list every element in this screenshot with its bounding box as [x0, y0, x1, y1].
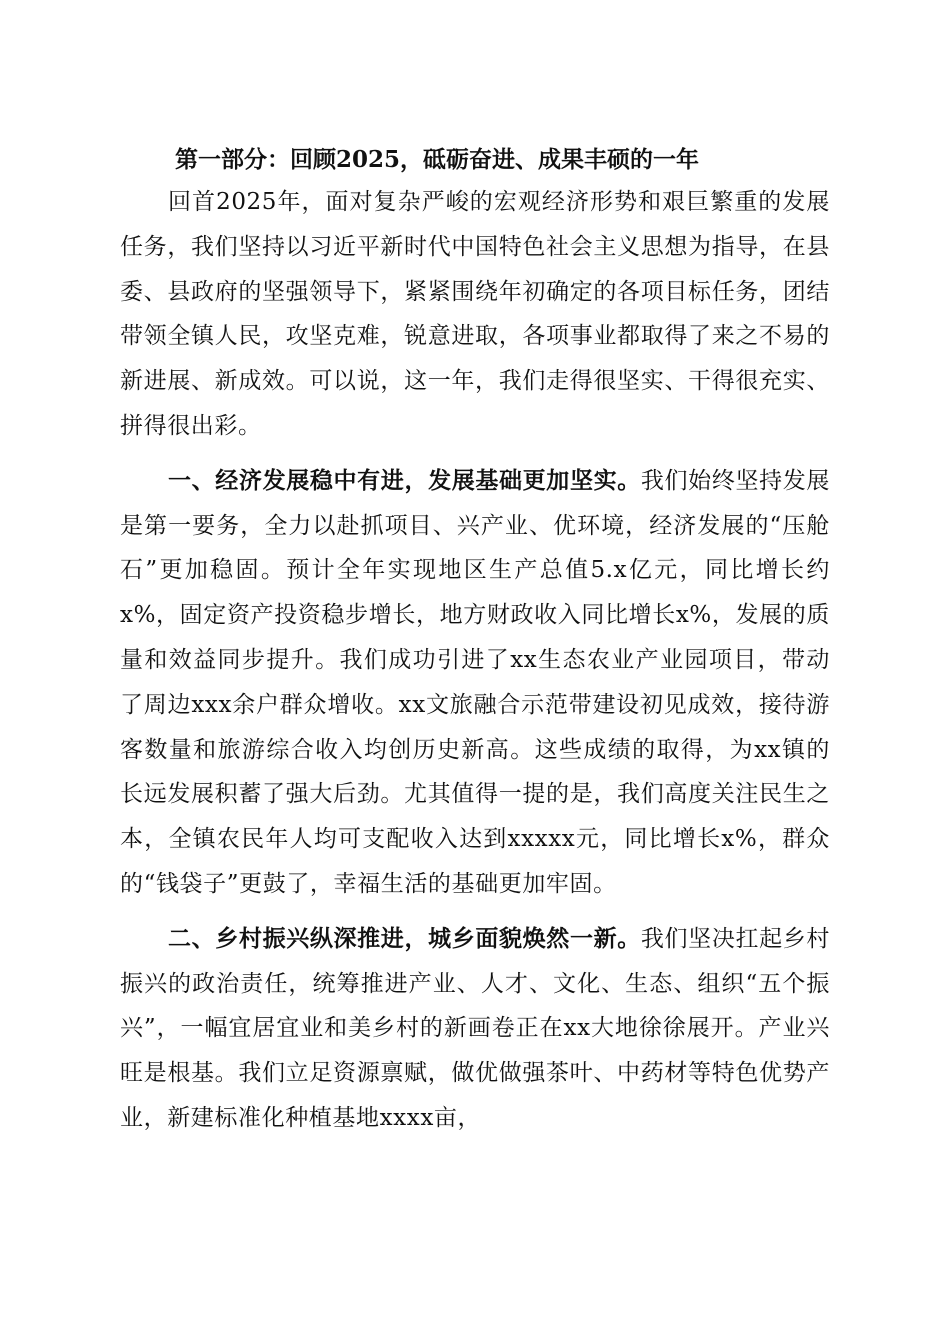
document-page: [120, 140, 830, 1141]
point-1-body: 我们始终坚持发展是第一要务，全力以赴抓项目、兴产业、优环境，经济发展的“压舱石”更加稳固。预计全年实现地区生产总值5.x亿元，同比增长约x%，固定资产投资稳步增长，地方财政收入同比增长x%，发展的质量和效益同步提升。我们成功引进了xx生态农业产业园项目，带动了周边xxx余户群众增收。xx文旅融合示范带建设初见成效，接待游客数量和旅游综合收入均创历史新高。这些成绩的取得，为xx镇的长远发展积蓄了强大后劲。尤其值得一提的是，我们高度关注民生之本，全镇农民年人均可支配收入达到xxxxx元，同比增长x%，群众的“钱袋子”更鼓了，幸福生活的基础更加牢固。: [120, 467, 830, 897]
point-1-paragraph: [120, 459, 830, 907]
section-heading: 第一部分：回顾2025，砥砺奋进、成果丰硕的一年: [175, 146, 700, 173]
point-1-lead: 一、经济发展稳中有进，发展基础更加坚实。: [168, 467, 641, 494]
paragraph-gap: [120, 907, 830, 917]
point-2-paragraph: [120, 917, 830, 1141]
intro-paragraph: 回首2025年，面对复杂严峻的宏观经济形势和艰巨繁重的发展任务，我们坚持以习近平新时代中国特色社会主义思想为指导，在县委、县政府的坚强领导下，紧紧围绕年初确定的各项目标任务，团结带领全镇人民，攻坚克难，锐意进取，各项事业都取得了来之不易的新进展、新成效。可以说，这一年，我们走得很坚实、干得很充实、拼得很出彩。: [120, 189, 830, 439]
point-2-lead: 二、乡村振兴纵深推进，城乡面貌焕然一新。: [168, 925, 641, 952]
paragraph-gap: [120, 449, 830, 459]
point-2-body: 我们坚决扛起乡村振兴的政治责任，统筹推进产业、人才、文化、生态、组织“五个振兴”，一幅宜居宜业和美乡村的新画卷正在xx大地徐徐展开。产业兴旺是根基。我们立足资源禀赋，做优做强茶叶、中药材等特色优势产业，新建标准化种植基地xxxx亩，: [120, 925, 830, 1131]
